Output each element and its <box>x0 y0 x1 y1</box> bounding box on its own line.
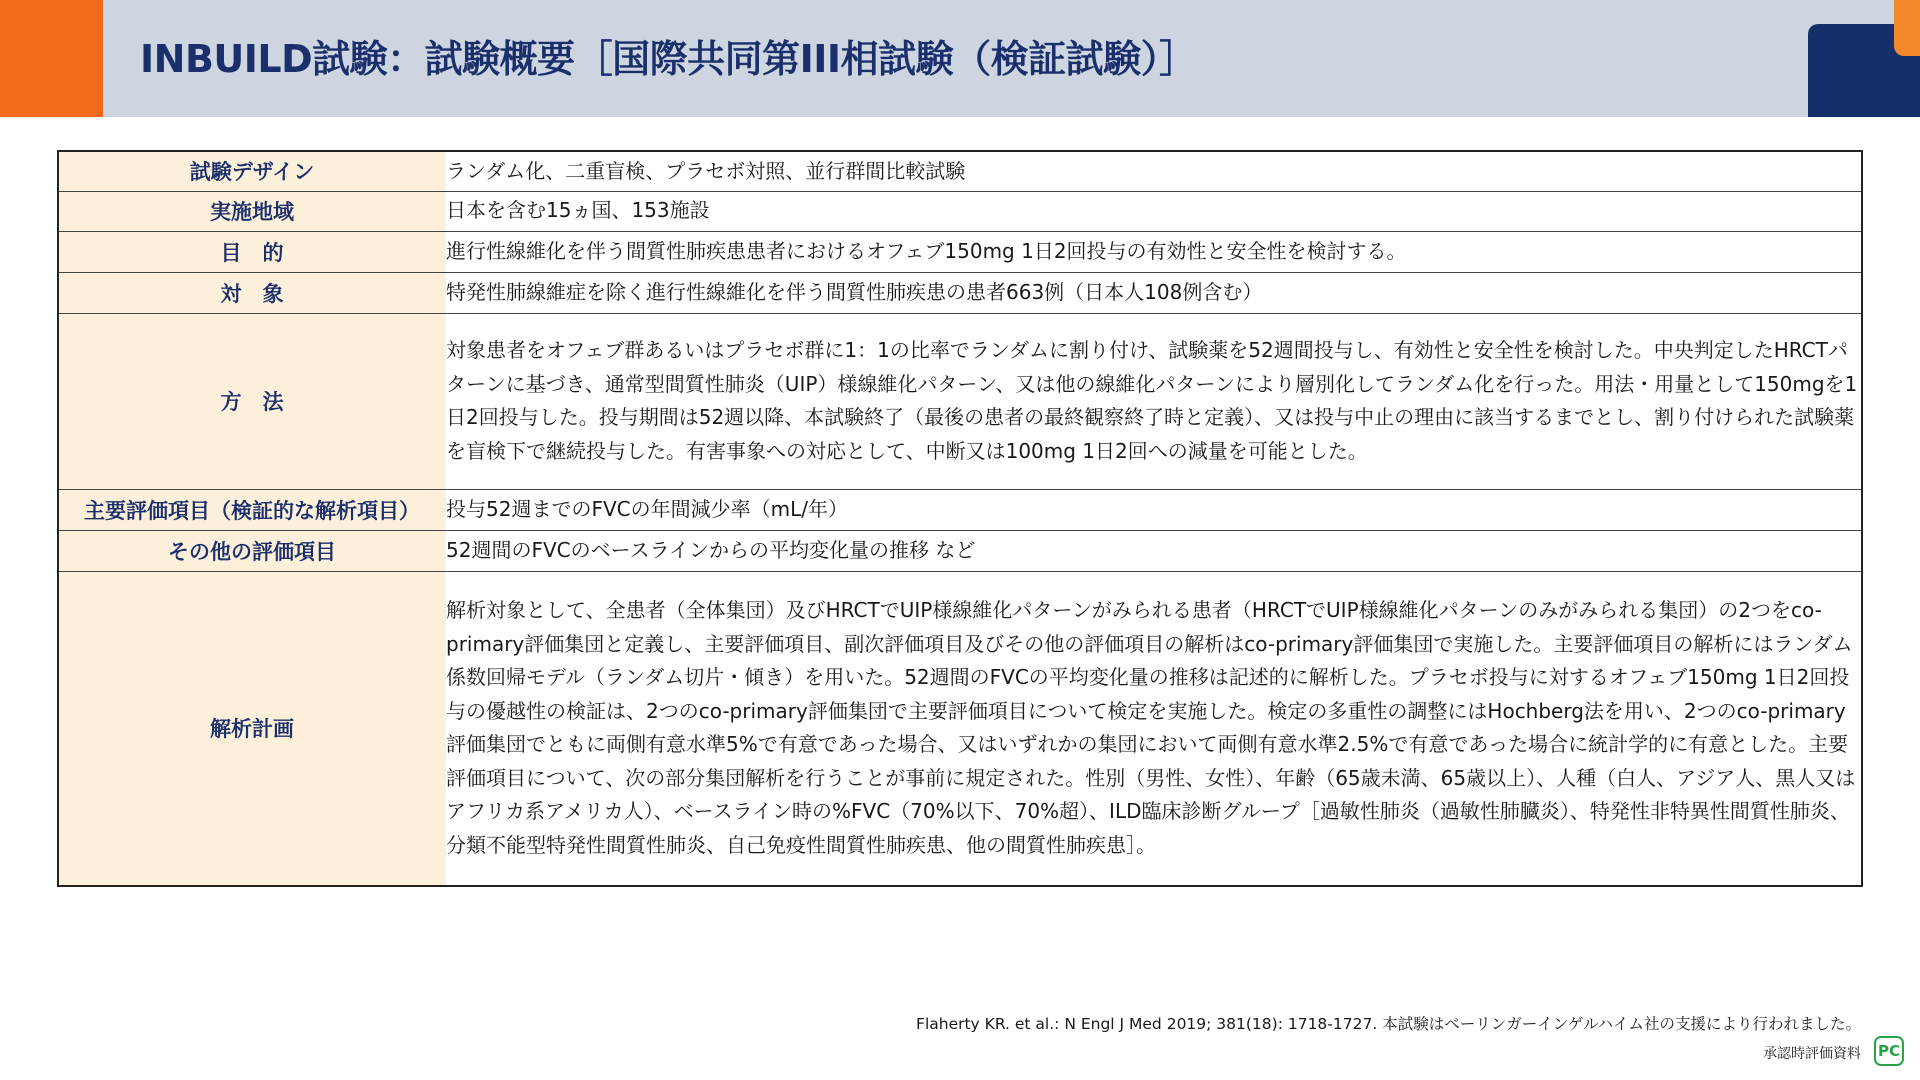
table-row <box>58 571 1862 886</box>
row-value: 日本を含む15ヵ国、153施設 <box>446 191 1863 231</box>
citation-text: Flaherty KR. et al.: N Engl J Med 2019; 381(18): 1718-1727. 本試験はベーリンガーインゲルハイム社の支援により行われました。 <box>916 1015 1861 1033</box>
row-value: 52週間のFVCのベースラインからの平均変化量の推移 など <box>446 530 1863 571</box>
pc-logo-icon: PC <box>1874 1036 1904 1066</box>
row-label: 試験デザイン <box>58 151 446 191</box>
table-row <box>58 530 1862 571</box>
row-value: ランダム化、二重盲検、プラセボ対照、並行群間比較試験 <box>446 151 1863 191</box>
row-value: 対象患者をオフェブ群あるいはプラセボ群に1：1の比率でランダムに割り付け、試験薬を52週間投与し、有効性と安全性を検討した。中央判定したHRCTパターンに基づき、通常型間質性肺炎（UIP）様線維化パターン、又は他の線維化パターンにより層別化してランダム化を行った。用法・用量として150mgを1日2回投与した。投与期間は52週以降、本試験終了（最後の患者の最終観察終了時と定義）、又は投与中止の理由に該当するまでとし、割り付けられた試験薬を盲検下で継続投与した。有害事象への対応として、中断又は100mg 1日2回への減量を可能とした。 <box>446 313 1863 489</box>
row-label: 対 象 <box>58 272 446 313</box>
table-row <box>58 151 1862 191</box>
row-label: その他の評価項目 <box>58 530 446 571</box>
row-value: 特発性肺線維症を除く進行性線維化を伴う間質性肺疾患の患者663例（日本人108例含む） <box>446 272 1863 313</box>
header-accent-block <box>0 0 103 117</box>
row-label: 主要評価項目（検証的な解析項目） <box>58 489 446 530</box>
row-value: 解析対象として、全患者（全体集団）及びHRCTでUIP様線維化パターンがみられる患者（HRCTでUIP様線維化パターンのみがみられる集団）の2つをco-primary評価集団と定義し、主要評価項目、副次評価項目及びその他の評価項目の解析はco-primary評価集団で実施した。主要評価項目の解析にはランダム係数回帰モデル（ランダム切片・傾き）を用いた。52週間のFVCの平均変化量の推移は記述的に解析した。プラセボ投与に対するオフェブ150mg 1日2回投与の優越性の検証は、2つのco-primary評価集団で主要評価項目について検定を実施した。検定の多重性の調整にはHochberg法を用い、2つのco-primary評価集団でともに両側有意水準5%で有意であった場合、又はいずれかの集団において両側有意水準2.5%で有意であった場合に統計学的に有意とした。主要評価項目について、次の部分集団解析を行うことが事前に規定された。性別（男性、女性）、年齢（65歳未満、65歳以上）、人種（白人、アジア人、黒人又はアフリカ系アメリカ人）、ベースライン時の%FVC（70%以下、70%超）、ILD臨床診断グループ［過敏性肺炎（過敏性肺臓炎）、特発性非特異性間質性肺炎、分類不能型特発性間質性肺炎、自己免疫性間質性肺疾患、他の間質性肺疾患］。 <box>446 571 1863 886</box>
trial-summary-table <box>57 150 1863 887</box>
row-label: 実施地域 <box>58 191 446 231</box>
source-note: 承認時評価資料 <box>1763 1046 1861 1062</box>
page-title: INBUILD試験：試験概要［国際共同第III相試験（検証試験）］ <box>140 37 1197 81</box>
row-value: 投与52週までのFVCの年間減少率（mL/年） <box>446 489 1863 530</box>
table-row <box>58 231 1862 272</box>
header-bar <box>0 0 1920 117</box>
table-row <box>58 191 1862 231</box>
row-label: 解析計画 <box>58 571 446 886</box>
corner-accent <box>1894 0 1920 56</box>
table-row <box>58 272 1862 313</box>
row-value: 進行性線維化を伴う間質性肺疾患患者におけるオフェブ150mg 1日2回投与の有効性と安全性を検討する。 <box>446 231 1863 272</box>
row-label: 目 的 <box>58 231 446 272</box>
table-row <box>58 313 1862 489</box>
row-label: 方 法 <box>58 313 446 489</box>
table-row <box>58 489 1862 530</box>
